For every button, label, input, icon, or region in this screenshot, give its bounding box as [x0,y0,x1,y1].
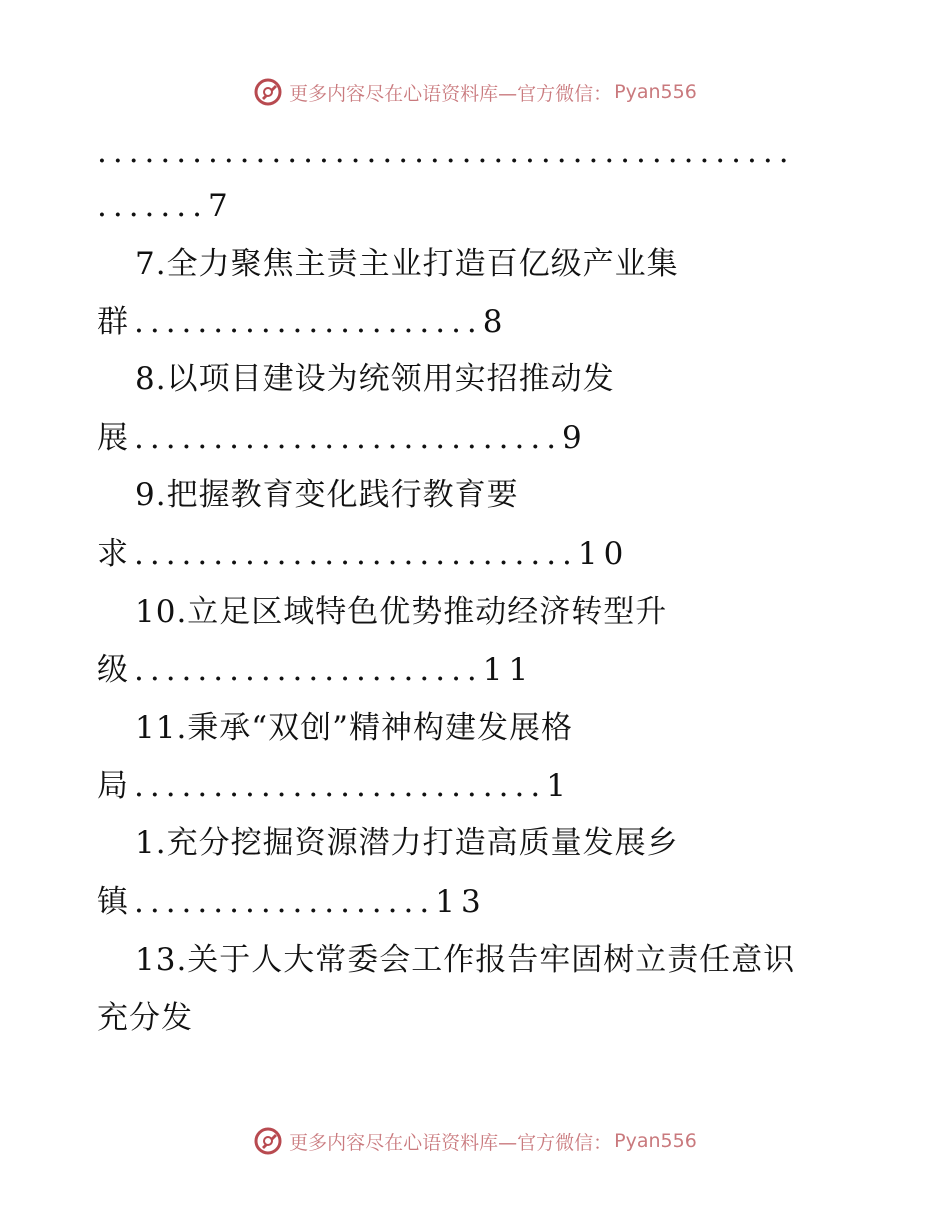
toc-entry-title: 7.全力聚焦主责主业打造百亿级产业集 [135,246,679,282]
toc-entry-page: 镇...................13 [97,884,487,920]
toc-entry-page: 展...........................9 [97,420,588,456]
header-banner [0,72,950,112]
toc-entry-title: 13.关于人大常委会工作报告牢固树立责任意识 [135,942,796,978]
toc-entry-page: 群......................8 [97,304,509,340]
toc-line: .......7 [97,188,234,224]
brand-logo-icon [253,77,283,107]
toc-line: ............................................ [97,134,795,170]
header-brand-text: 更多内容尽在心语资料库—官方微信： [289,82,613,105]
footer-wechat-id: Pyan556 [614,1130,697,1152]
toc-entry-title: 10.立足区域特色优势推动经济转型升 [135,594,668,630]
toc-entry-title: 1.充分挖掘资源潜力打造高质量发展乡 [135,825,679,861]
header-wechat-id: Pyan556 [614,81,697,103]
brand-logo-icon [253,1126,283,1156]
toc-entry-title: 8.以项目建设为统领用实招推动发 [135,361,615,397]
footer-brand-text: 更多内容尽在心语资料库—官方微信： [289,1131,613,1154]
footer-banner [0,1121,950,1161]
toc-entry-title: 11.秉承“双创”精神构建发展格 [135,710,573,746]
toc-entry-title: 9.把握教育变化践行教育要 [135,477,519,513]
toc-entry-page: 局..........................1 [97,768,572,804]
toc-entry-page: 级......................11 [97,652,535,688]
toc-entry-page: 求............................10 [97,536,630,572]
toc-entry-continuation: 充分发 [97,1000,193,1036]
